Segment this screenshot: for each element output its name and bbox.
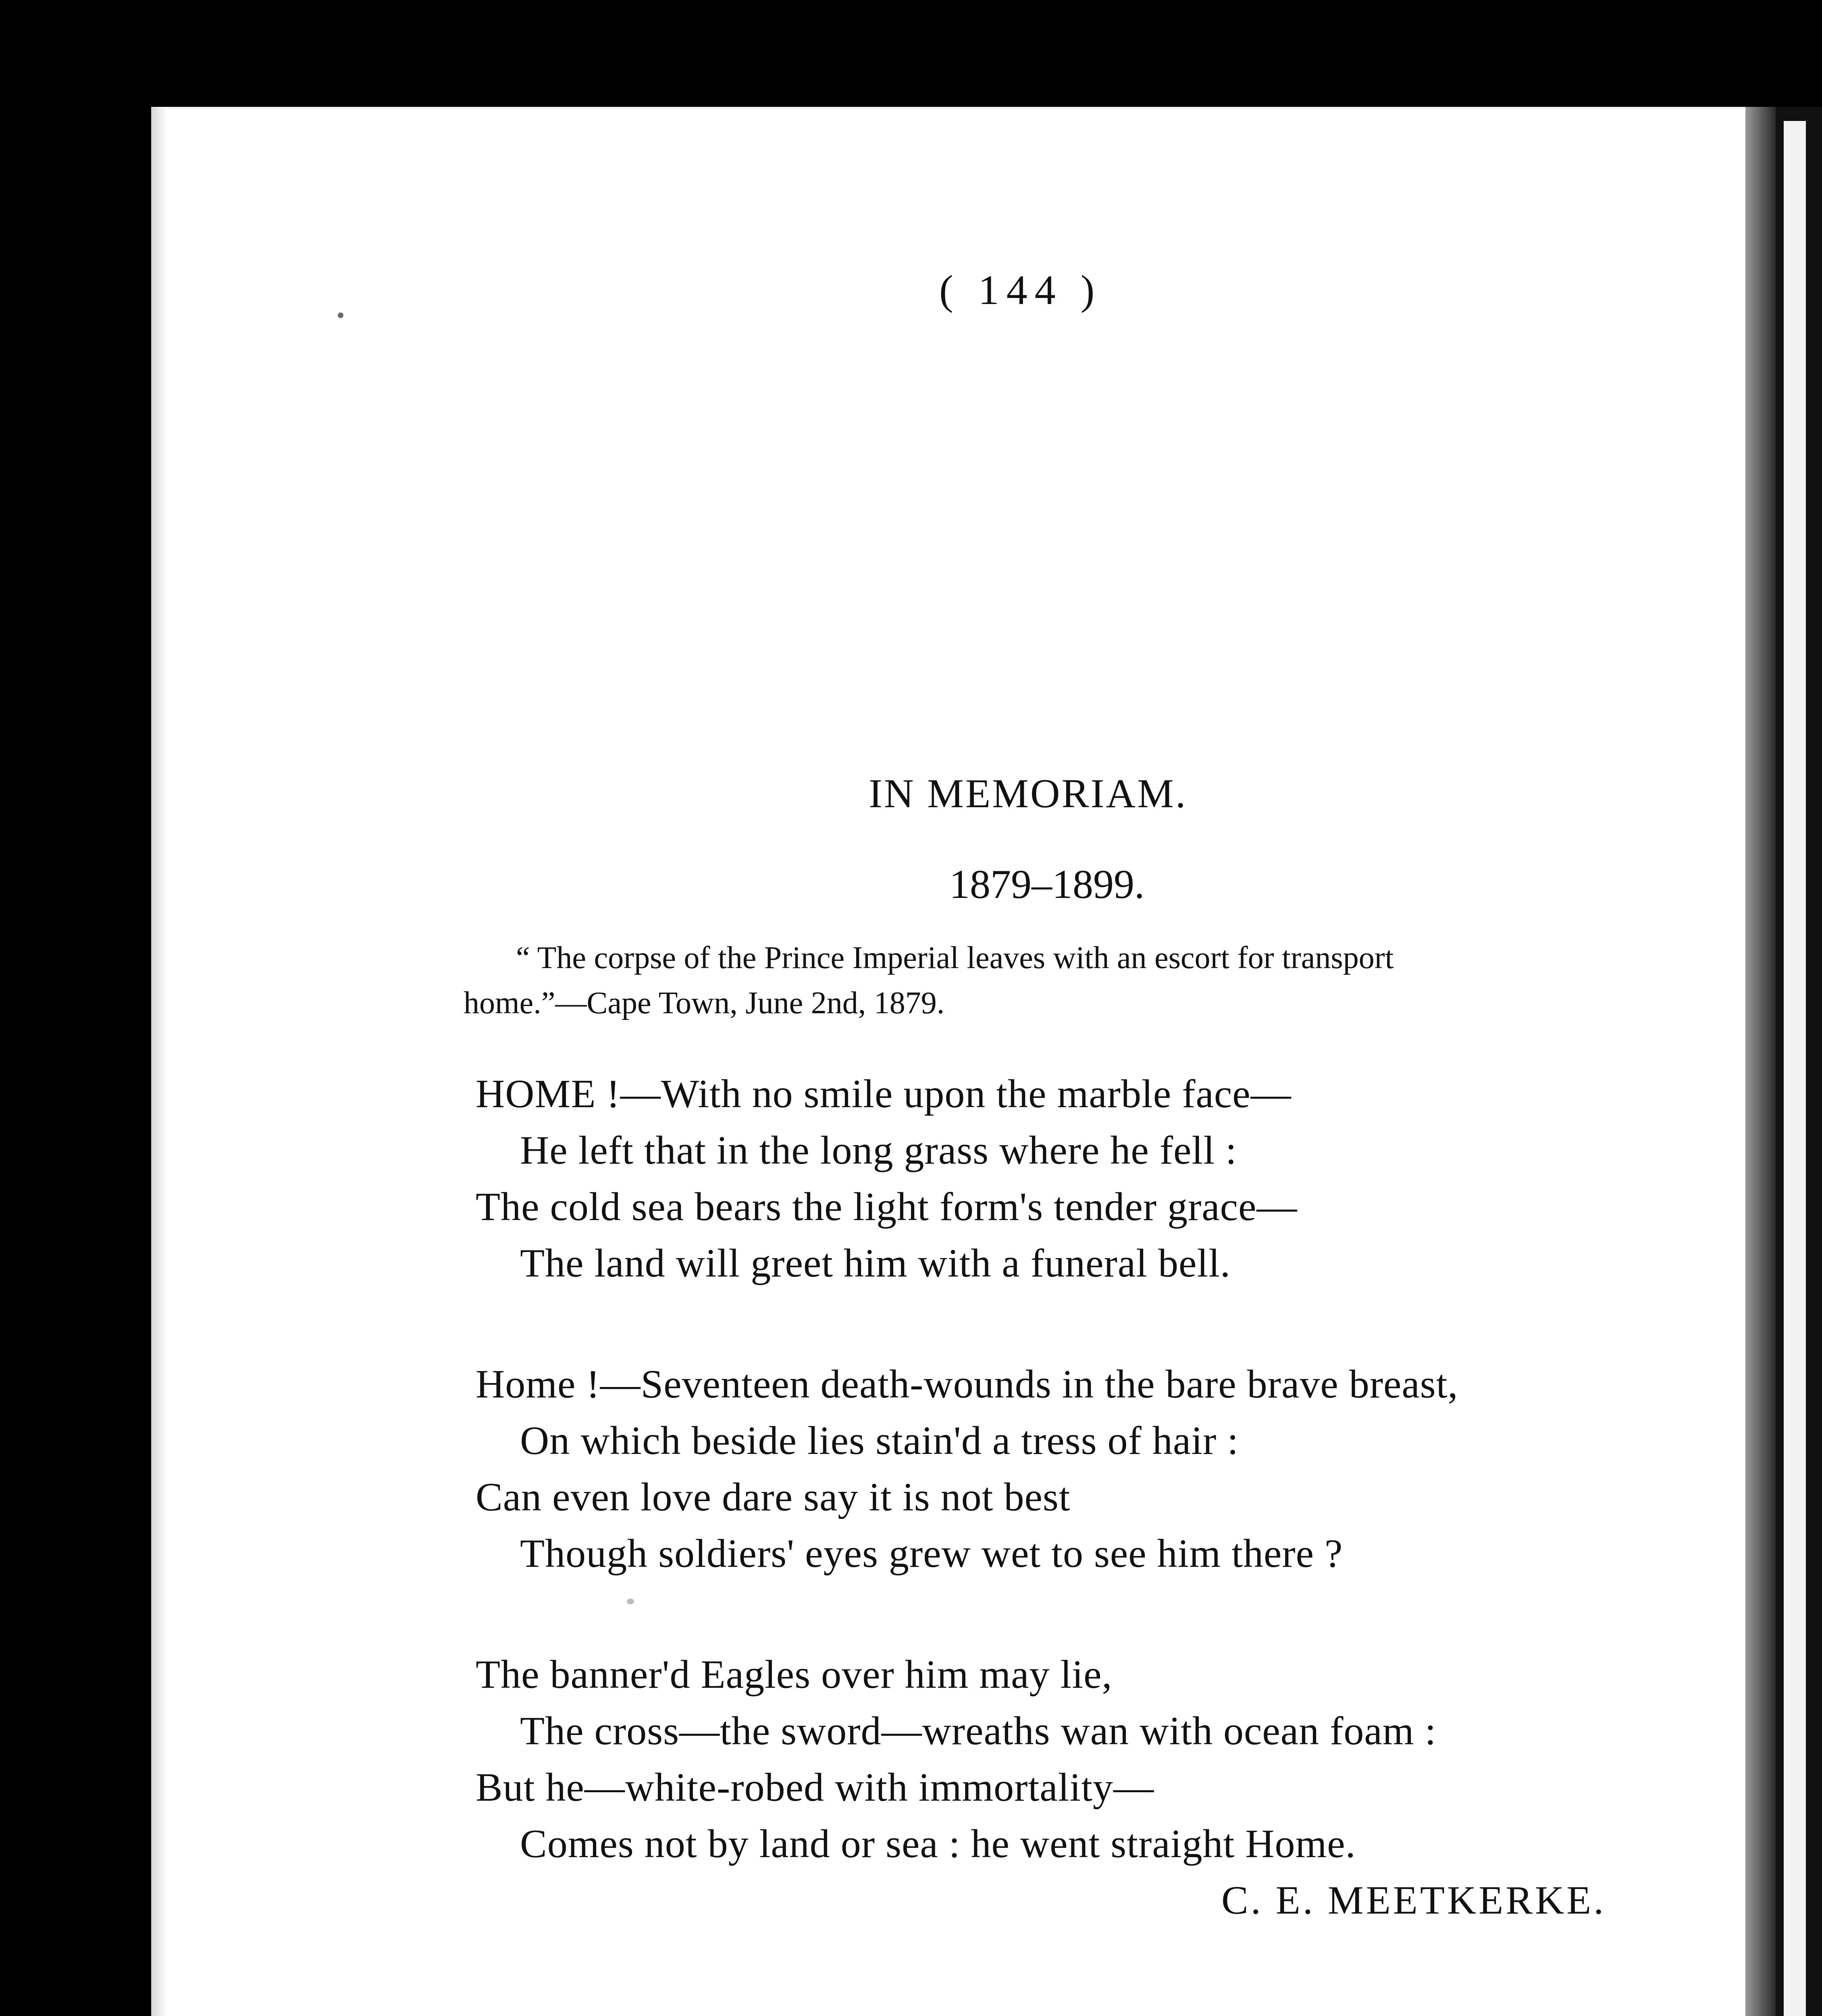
poem-line: The cold sea bears the light form's tender grace—: [476, 1184, 1298, 1229]
poem-author: C. E. MEETKERKE.: [1221, 1878, 1606, 1922]
poem-line: The cross—the sword—wreaths wan with ocean foam :: [520, 1708, 1437, 1753]
poem-line: Comes not by land or sea : he went straight Home.: [520, 1821, 1356, 1866]
poem-line: He left that in the long grass where he fell :: [520, 1128, 1237, 1173]
epigraph-line: “ The corpse of the Prince Imperial leaves with an escort for transport: [516, 940, 1394, 975]
page-left-edge: [151, 107, 167, 2016]
paper-speck: [338, 312, 343, 318]
page-gutter-shadow: [1745, 107, 1776, 2016]
poem-title: IN MEMORIAM.: [869, 771, 1188, 816]
poem-line: On which beside lies stain'd a tress of hair :: [520, 1418, 1239, 1463]
poem-line: The land will greet him with a funeral bell.: [520, 1241, 1231, 1285]
poem-years: 1879–1899.: [949, 862, 1145, 907]
poem-line: Though soldiers' eyes grew wet to see him there ?: [520, 1531, 1343, 1576]
paper-speck: [627, 1599, 634, 1604]
poem-line: HOME !—With no smile upon the marble face—: [476, 1071, 1292, 1116]
page-number: ( 144 ): [939, 267, 1102, 313]
epigraph-line: home.”—Cape Town, June 2nd, 1879.: [464, 985, 945, 1020]
poem-line: The banner'd Eagles over him may lie,: [476, 1652, 1113, 1697]
poem-line: But he—white-robed with immortality—: [476, 1765, 1154, 1810]
poem-line: Can even love dare say it is not best: [476, 1475, 1071, 1519]
poem-line: Home !—Seventeen death-wounds in the bare brave breast,: [476, 1362, 1458, 1406]
facing-page-strip: [1784, 121, 1806, 2016]
